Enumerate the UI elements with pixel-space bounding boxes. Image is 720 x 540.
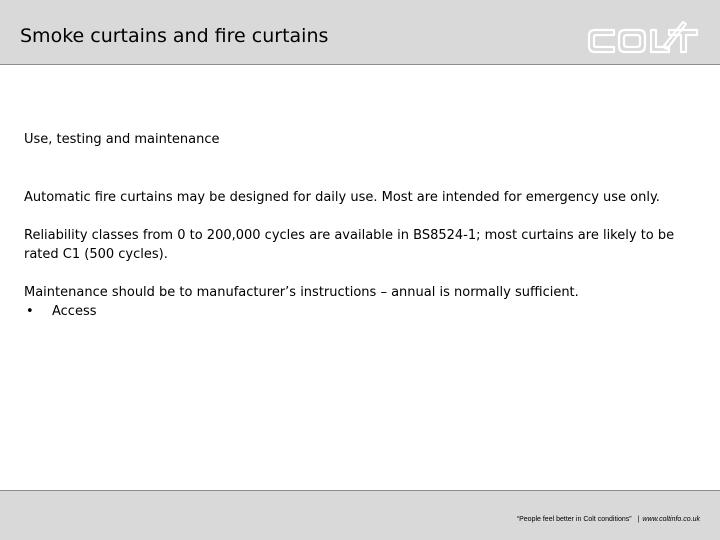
colt-logo-icon xyxy=(585,18,703,56)
bullet-list xyxy=(24,302,684,321)
section-heading: Use, testing and maintenance xyxy=(24,132,220,147)
footer-bar xyxy=(0,490,720,540)
header-bar xyxy=(0,0,720,65)
bullet-item-access xyxy=(24,302,684,321)
bullet-dot-icon: • xyxy=(26,304,34,319)
bullet-text: Access xyxy=(52,304,97,319)
colt-logo xyxy=(585,18,703,56)
footer-separator: | xyxy=(637,516,640,523)
paragraph-reliability: Reliability classes from 0 to 200,000 cycles are available in BS8524-1; most curtains are likely to be rated C1 (500 cycles). xyxy=(24,228,675,262)
footer-text xyxy=(517,515,700,524)
footer-url-link[interactable]: www.coltinfo.co.uk xyxy=(642,516,700,523)
footer-slogan: “People feel better in Colt conditions” xyxy=(516,516,632,523)
slide-content xyxy=(24,130,684,321)
page-title: Smoke curtains and fire curtains xyxy=(20,25,329,47)
paragraph-daily-use: Automatic fire curtains may be designed for daily use. Most are intended for emergency use only. xyxy=(24,190,660,205)
paragraph-maintenance: Maintenance should be to manufacturer’s instructions – annual is normally sufficient. xyxy=(24,285,579,300)
